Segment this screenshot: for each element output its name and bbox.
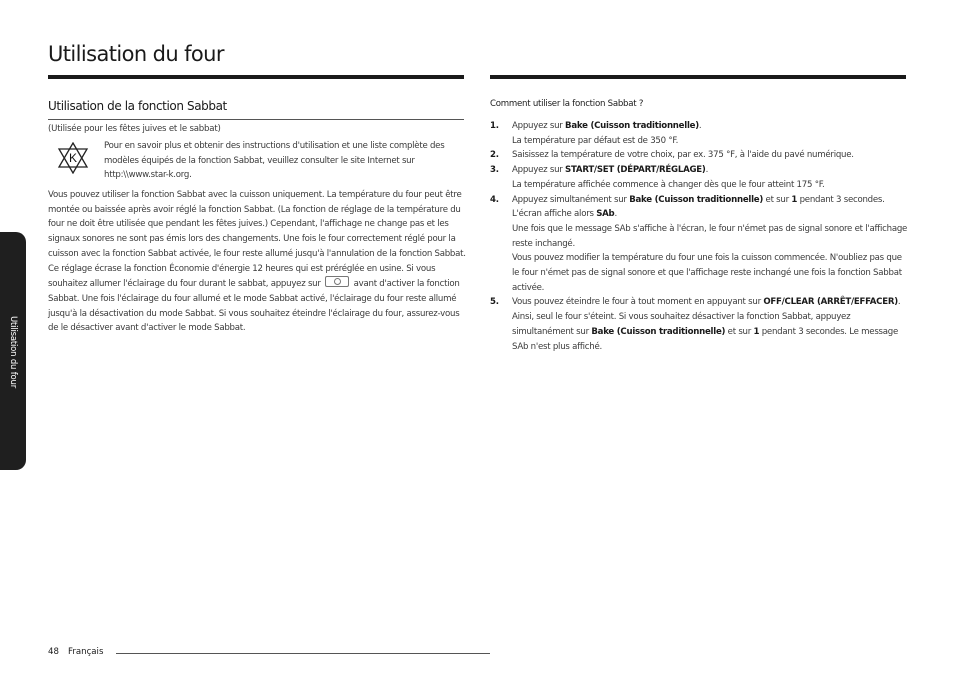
step-text: Appuyez sur bbox=[512, 121, 566, 131]
step-line: La température par défaut est de 350 °F. bbox=[512, 135, 679, 146]
step-text: . bbox=[698, 121, 702, 131]
footer-language: Français bbox=[68, 647, 104, 657]
step-4 bbox=[490, 193, 910, 296]
step-text: . bbox=[614, 209, 617, 220]
step-text: et sur bbox=[725, 326, 754, 337]
step-line: La température affichée commence à changer dès que le four atteint 175 °F. bbox=[512, 179, 825, 190]
step-text: pendant 3 secondes. Le message SAb n'est plus affiché. bbox=[512, 326, 899, 352]
step-text: Appuyez simultanément sur bbox=[512, 194, 630, 205]
body-text-before: Vous pouvez utiliser la fonction Sabbat avec la cuisson uniquement. La température du four peut être montée ou baissée après avoir réglé la fonction Sabbat. (La fonction de réglage de la température du four ne doit être utilisée que pendant les fêtes juives.) Cependant, l'affichage ne change pas et les signaux sonores ne sont pas émis lors des changements. Une fois le four correctement réglé pour la cuisson avec la fonction Sabbat activée, le four reste allumé jusqu'à l'annulation de la fonction Sabbat. Ce réglage écrase la fonction Économie d'énergie 12 heures qui est préréglée en usine. Si vous souhaitez allumer l'éclairage du four durant le sabbat, appuyez sur bbox=[48, 190, 466, 290]
number-key-label: 1 bbox=[753, 326, 760, 337]
start-set-key-label: START/SET (DÉPART/RÉGLAGE) bbox=[565, 165, 706, 176]
step-number: 3. bbox=[490, 165, 499, 176]
step-number: 2. bbox=[490, 150, 499, 161]
step-text: et sur bbox=[763, 194, 792, 205]
step-number: 1. bbox=[490, 121, 499, 131]
info-paragraph: Pour en savoir plus et obtenir des instructions d'utilisation et une liste complète des modèles équipés de la fonction Sabbat, veuillez consulter le site Internet sur http:\\www.star-k.org. bbox=[104, 141, 445, 181]
step-line: Saisissez la température de votre choix, par ex. 375 °F, à l'aide du pavé numérique. bbox=[512, 150, 854, 161]
bake-key-label: Bake (Cuisson traditionnelle) bbox=[591, 326, 726, 337]
step-number: 4. bbox=[490, 194, 499, 205]
step-2 bbox=[490, 148, 910, 163]
page-title: Utilisation du four bbox=[48, 42, 224, 66]
kosher-star-k-icon bbox=[56, 142, 90, 174]
oven-light-key-icon bbox=[325, 276, 349, 287]
display-code: SAb bbox=[596, 209, 615, 220]
page-number: 48 bbox=[48, 647, 59, 657]
kosher-letter: K bbox=[68, 151, 78, 165]
step-text: Ainsi, seul le four s'éteint. Si vous souhaitez désactiver la fonction Sabbat, appuyez simultanément sur bbox=[512, 312, 851, 337]
section-subtitle: (Utilisée pour les fêtes juives et le sabbat) bbox=[48, 124, 221, 134]
body-text-after: avant d'activer la fonction Sabbat. Une fois l'éclairage du four allumé et le mode Sabbat activé, l'éclairage du four reste allumé jusqu'à la désactivation du mode Sabbat. Si vous souhaitez éteindre l'éclairage du four, assurez-vous de le désactiver avant d'activer le mode Sabbat. bbox=[48, 279, 460, 334]
step-text: L'écran affiche alors bbox=[512, 209, 597, 220]
step-text: . bbox=[897, 297, 901, 308]
section-heading: Utilisation de la fonction Sabbat bbox=[48, 99, 227, 113]
procedure-column bbox=[490, 99, 910, 354]
step-number: 5. bbox=[490, 297, 499, 308]
step-line: Vous pouvez modifier la température du four une fois la cuisson commencée. N'oubliez pas que le four n'émet pas de signal sonore et que l'affichage reste inchangé une fois la fonction Sabbat activée. bbox=[512, 253, 902, 293]
step-line bbox=[512, 193, 910, 208]
header-rule-right bbox=[490, 75, 906, 79]
step-line bbox=[512, 295, 910, 310]
bake-key-label: Bake (Cuisson traditionnelle) bbox=[565, 121, 699, 131]
section-rule bbox=[48, 119, 464, 120]
step-text: pendant 3 secondes. bbox=[797, 194, 885, 205]
step-text: Vous pouvez éteindre le four à tout moment en appuyant sur bbox=[512, 297, 764, 308]
number-key-label: 1 bbox=[791, 194, 798, 205]
step-5 bbox=[490, 295, 910, 354]
step-line bbox=[512, 310, 910, 354]
step-text: Appuyez sur bbox=[512, 165, 566, 176]
procedure-steps bbox=[490, 119, 910, 354]
side-tab-label: Utilisation du four bbox=[8, 315, 18, 389]
procedure-title: Comment utiliser la fonction Sabbat ? bbox=[490, 99, 644, 109]
step-line bbox=[512, 119, 910, 134]
header-rule-left bbox=[48, 75, 464, 79]
bake-key-label: Bake (Cuisson traditionnelle) bbox=[629, 194, 764, 205]
step-line: Une fois que le message SAb s'affiche à l'écran, le four n'émet pas de signal sonore et l'affichage reste inchangé. bbox=[512, 223, 908, 249]
step-line bbox=[512, 163, 910, 178]
off-clear-key-label: OFF/CLEAR (ARRÊT/EFFACER) bbox=[763, 297, 898, 308]
step-line bbox=[512, 207, 910, 222]
body-paragraph bbox=[48, 188, 468, 336]
step-3 bbox=[490, 163, 910, 192]
step-text: . bbox=[705, 165, 709, 176]
footer-rule bbox=[116, 653, 490, 654]
step-1 bbox=[490, 119, 910, 148]
